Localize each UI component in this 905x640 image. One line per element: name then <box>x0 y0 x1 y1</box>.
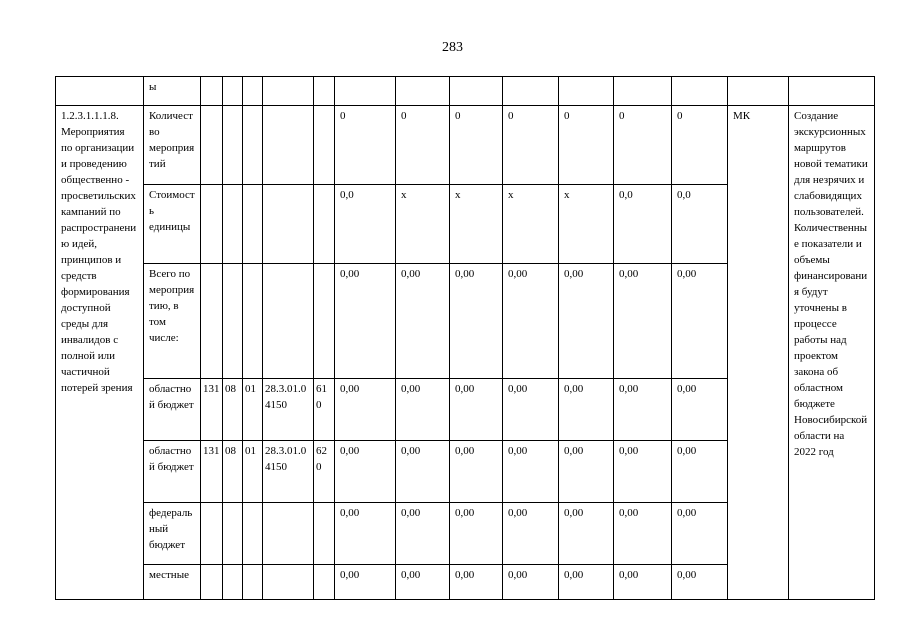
value-cell: 0,00 <box>335 379 396 441</box>
indicator-cell: местные <box>144 565 201 600</box>
value-cell: 0,00 <box>396 565 450 600</box>
indicator-cell: Стоимость единицы <box>144 185 201 264</box>
value-cell: 0,0 <box>672 185 728 264</box>
value-cell: 0,00 <box>396 441 450 503</box>
code-cell <box>314 106 335 185</box>
code-cell <box>201 565 223 600</box>
indicator-cell: ы <box>144 77 201 106</box>
code-cell <box>314 565 335 600</box>
value-cell: x <box>559 185 614 264</box>
value-cell: 0,00 <box>503 264 559 379</box>
value-cell: 0,00 <box>559 379 614 441</box>
result-cell: Создание экскурсионных маршрутов новой тематики для незрячих и слабовидящих пользователей. Количественные показатели и объемы финансирования будут уточнены в процессе работы над проектом закона об областном бюджете Новосибирской области на 2022 год <box>789 106 875 600</box>
value-cell: 0,00 <box>614 441 672 503</box>
value-cell: 0,00 <box>450 503 503 565</box>
code-cell: 01 <box>243 441 263 503</box>
value-cell: 0,00 <box>672 441 728 503</box>
code-cell: 28.3.01.04150 <box>263 441 314 503</box>
code-cell <box>223 264 243 379</box>
value-cell: 0,00 <box>335 441 396 503</box>
code-cell <box>243 185 263 264</box>
page-number: 283 <box>442 40 463 55</box>
value-cell: 0 <box>396 106 450 185</box>
value-cell: 0,00 <box>559 503 614 565</box>
value-cell: 0,00 <box>503 379 559 441</box>
code-cell <box>263 185 314 264</box>
code-cell <box>263 106 314 185</box>
value-cell: 0,00 <box>396 379 450 441</box>
value-cell: x <box>396 185 450 264</box>
value-cell: 0,00 <box>559 264 614 379</box>
code-cell <box>223 565 243 600</box>
table-row <box>56 77 875 106</box>
value-cell: x <box>450 185 503 264</box>
value-cell: 0 <box>614 106 672 185</box>
code-cell <box>243 503 263 565</box>
value-cell: 0,00 <box>559 441 614 503</box>
code-cell <box>201 503 223 565</box>
code-cell: 08 <box>223 441 243 503</box>
code-cell <box>223 185 243 264</box>
value-cell: 0,00 <box>450 264 503 379</box>
value-cell: 0,00 <box>559 565 614 600</box>
code-cell: 28.3.01.04150 <box>263 379 314 441</box>
value-cell: 0 <box>335 106 396 185</box>
value-cell: 0,00 <box>450 565 503 600</box>
indicator-cell: областной бюджет <box>144 379 201 441</box>
value-cell: 0,00 <box>450 441 503 503</box>
responsible-cell: МК <box>728 106 789 600</box>
value-cell: 0,00 <box>614 379 672 441</box>
program-table <box>55 76 875 600</box>
value-cell: 0,00 <box>503 565 559 600</box>
value-cell: 0,00 <box>503 441 559 503</box>
value-cell: 0,00 <box>335 565 396 600</box>
code-cell <box>314 185 335 264</box>
code-cell <box>201 185 223 264</box>
code-cell <box>243 565 263 600</box>
value-cell: 0,00 <box>672 503 728 565</box>
value-cell: 0 <box>450 106 503 185</box>
code-cell: 131 <box>201 441 223 503</box>
value-cell: 0,00 <box>503 503 559 565</box>
code-cell: 620 <box>314 441 335 503</box>
code-cell <box>314 503 335 565</box>
measure-name-cell: 1.2.3.1.1.1.8. Мероприятия по организации и проведению общественно - просветильских кампаний по распространению идей, принципов и средств формирования доступной среды для инвалидов с полной или частичной потерей зрения <box>56 106 144 600</box>
code-cell: 08 <box>223 379 243 441</box>
value-cell: 0,00 <box>614 503 672 565</box>
indicator-cell: федеральный бюджет <box>144 503 201 565</box>
indicator-cell: Всего по мероприятию, в том числе: <box>144 264 201 379</box>
code-cell <box>201 264 223 379</box>
value-cell: x <box>503 185 559 264</box>
table-row <box>56 106 875 185</box>
value-cell: 0,00 <box>396 503 450 565</box>
code-cell <box>314 264 335 379</box>
value-cell: 0 <box>559 106 614 185</box>
value-cell: 0,00 <box>450 379 503 441</box>
value-cell: 0,00 <box>335 264 396 379</box>
code-cell <box>243 264 263 379</box>
value-cell: 0,00 <box>335 503 396 565</box>
value-cell: 0,00 <box>672 379 728 441</box>
value-cell: 0 <box>503 106 559 185</box>
code-cell: 01 <box>243 379 263 441</box>
code-cell <box>201 106 223 185</box>
code-cell <box>263 565 314 600</box>
indicator-cell: Количество мероприятий <box>144 106 201 185</box>
value-cell: 0,00 <box>396 264 450 379</box>
value-cell: 0,0 <box>335 185 396 264</box>
code-cell: 131 <box>201 379 223 441</box>
value-cell: 0 <box>672 106 728 185</box>
code-cell <box>243 106 263 185</box>
code-cell <box>223 106 243 185</box>
code-cell <box>263 503 314 565</box>
code-cell <box>223 503 243 565</box>
value-cell: 0,00 <box>614 264 672 379</box>
indicator-cell: областной бюджет <box>144 441 201 503</box>
value-cell: 0,00 <box>614 565 672 600</box>
code-cell: 610 <box>314 379 335 441</box>
value-cell: 0,00 <box>672 565 728 600</box>
code-cell <box>263 264 314 379</box>
value-cell: 0,00 <box>672 264 728 379</box>
value-cell: 0,0 <box>614 185 672 264</box>
